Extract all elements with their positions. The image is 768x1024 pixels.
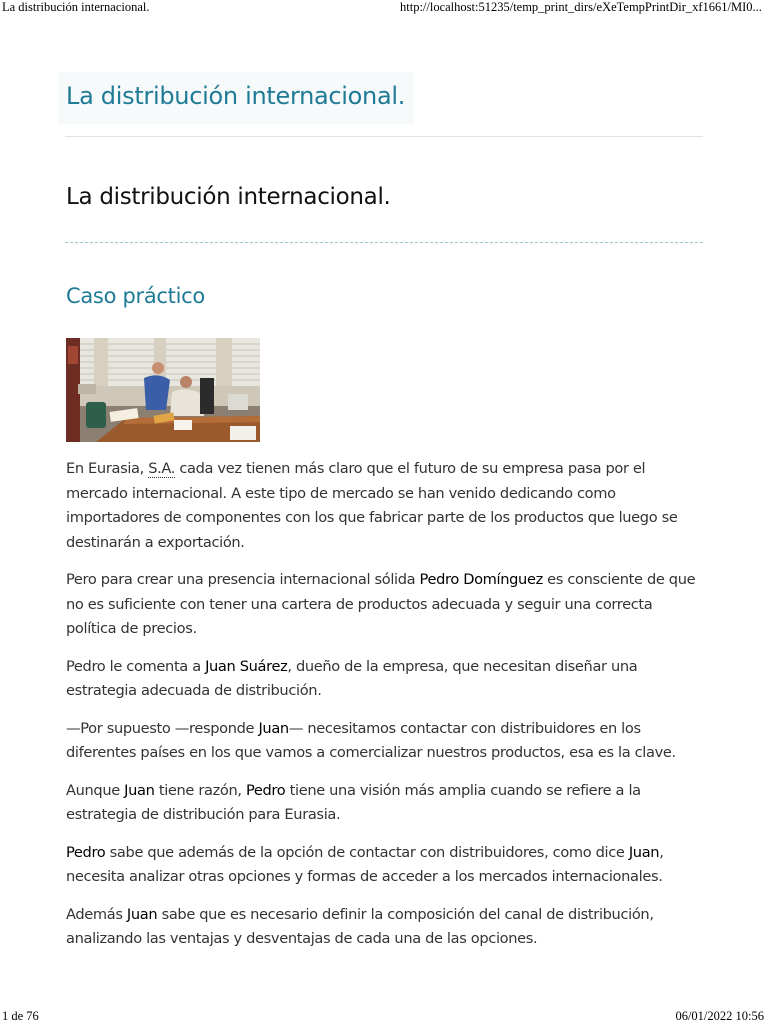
paragraph: En Eurasia, S.A. cada vez tienen más claro que el futuro de su empresa pasa por el mercado internacional. A este tipo de mercado se han venido dedicando como importadores de componentes con los que fabricar parte de los productos que luego se destinarán a exportación. <box>66 460 678 551</box>
paragraph: Pero para crear una presencia internacional sólida Pedro Domínguez es consciente de que no es suficiente con tener una cartera de productos adecuada y seguir una correcta política de precios. <box>66 571 696 637</box>
paragraph: Aunque Juan tiene razón, Pedro tiene una visión más amplia cuando se refiere a la estrategia de distribución para Eurasia. <box>66 781 641 823</box>
print-datetime: 06/01/2022 10:56 <box>675 1009 764 1023</box>
abbreviation-sa[interactable]: S.A. <box>148 460 176 477</box>
paragraph: Además Juan sabe que es necesario definir la composición del canal de distribución, analizando las ventajas y desventajas de cada una de las opciones. <box>66 905 654 947</box>
paragraph: Pedro le comenta a Juan Suárez, dueño de la empresa, que necesitan diseñar una estrategia adecuada de distribución. <box>66 657 638 699</box>
page-title: La distribución internacional. <box>66 82 406 110</box>
section-divider <box>65 242 703 243</box>
page-counter: 1 de 76 <box>2 1009 39 1023</box>
office-meeting-photo <box>66 338 260 442</box>
section-title: La distribución internacional. <box>66 184 391 210</box>
paragraph: —Por supuesto —responde Juan— necesitamos contactar con distribuidores en los diferentes países en los que vamos a comercializar nuestros productos, esa es la clave. <box>66 719 676 761</box>
case-study-heading: Caso práctico <box>66 284 205 308</box>
case-study-text <box>66 457 706 965</box>
title-divider <box>65 136 703 137</box>
print-header-title: La distribución internacional. <box>2 0 150 14</box>
paragraph: Pedro sabe que además de la opción de contactar con distribuidores, como dice Juan, necesita analizar otras opciones y formas de acceder a los mercados internacionales. <box>66 843 664 885</box>
print-header-url: http://localhost:51235/temp_print_dirs/eXeTempPrintDir_xf1661/MI0... <box>400 0 762 14</box>
